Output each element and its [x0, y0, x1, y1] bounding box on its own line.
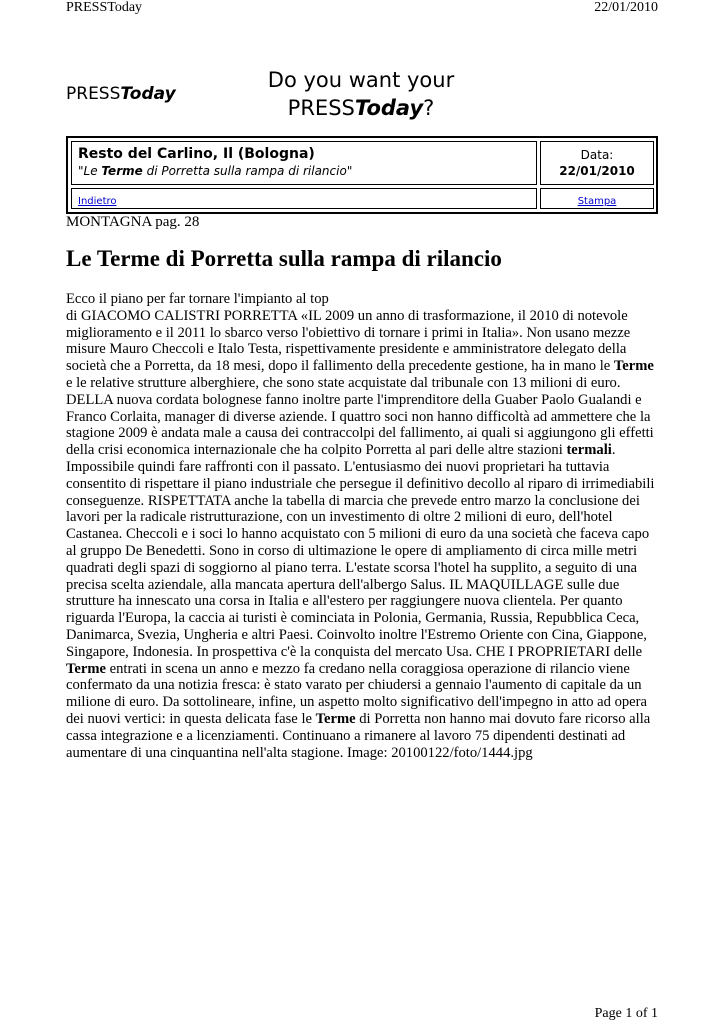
source-article-title: "Le Terme di Porretta sulla rampa di rilancio"	[78, 164, 353, 178]
promo-line1: Do you want your	[267, 68, 455, 92]
print-link[interactable]: Stampa	[577, 196, 617, 207]
presstoday-logo: PRESSToday	[66, 84, 176, 104]
header-date: 22/01/2010	[594, 0, 658, 15]
promo-banner[interactable]	[230, 66, 492, 122]
page-number: Page 1 of 1	[594, 1006, 658, 1021]
article-text: di GIACOMO CALISTRI PORRETTA «IL 2009 un anno di trasformazione, il 2010 di notevole miglioramento e il 2011 lo sbarco verso l'obiettivo di tornare i primi in Italia». Non usano mezze misure Mauro Checcoli e Italo Testa, rispettivamente presidente e amministratore delegato della società che a Porretta, da 18 mesi, dopo il fallimento della precedente gestione, ha in mano le Terme e le relative strutture alberghiere, che sono state acquistate dal tribunale con 13 milioni di euro. DELLA nuova cordata bolognese fanno inoltre parte l'imprenditore della Guaber Paolo Gualandi e Franco Corlaita, manager di diverse aziende. I quattro soci non hanno difficoltà ad ammettere che la stagione 2009 è andata male a causa dei contraccolpi del fallimento, ai quali si aggiungono gli effetti della crisi economica internazionale che ha colpito Porretta al pari delle altre stazioni termali. Impossibile quindi fare raffronti con il passato. L'entusiasmo dei nuovi proprietari ha tuttavia consentito di rispettare il piano industriale che persegue il definitivo decollo al riparo di irrimediabili conseguenze. RISPETTATA anche la tabella di marcia che prevede entro marzo la conclusione dei lavori per la radicale ristrutturazione, con un investimento di oltre 2 milioni di euro, dell'hotel Castanea. Checcoli e i soci lo hanno acquistato con 5 milioni di euro da una società che faceva capo al gruppo De Benedetti. Sono in corso di ultimazione le opere di ampliamento di circa mille metri quadrati degli spazi di soggiorno al piano terra. L'estate scorsa l'hotel ha supplito, a seguito di una precisa scelta aziendale, alla mancata apertura dell'albergo Salus. IL MAQUILLAGE sulle due strutture ha innescato una corsa in Italia e all'estero per raggiungere nuova clientela. Per quanto riguarda l'Europa, la caccia ai turisti è cominciata in Polonia, Germania, Russia, Repubblica Ceca, Danimarca, Svezia, Ungheria e altri Paesi. Coinvolto inoltre l'Estremo Oriente con Cina, Giappone, Singapore, Indonesia. In prospettiva c'è la conquista del mercato Usa. CHE I PROPRIETARI delle Terme entrati in scena un anno e mezzo fa credano nella coraggiosa operazione di rilancio viene confermato da una notizia fresca: è stato varato per chiudersi a gennaio l'aumento di capitale da un milione di euro. Da sottolineare, infine, un aspetto molto significativo dell'impegno in atto ad opera dei nuovi vertici: in questa delicata fase le Terme di Porretta non hanno mai dovuto fare ricorso alla cassa integrazione e a licenziamenti. Continuano a rimanere al lavoro 75 dipendenti destinati ad aumentare di una cinquantina nell'alta stagione. Image: 20100122/foto/1444.jpg	[66, 307, 655, 761]
source-info-box	[66, 136, 658, 214]
source-name: Resto del Carlino, Il (Bologna)	[78, 146, 315, 162]
print-cell	[540, 188, 654, 209]
article-title: Le Terme di Porretta sulla rampa di rilancio	[66, 246, 502, 271]
back-link[interactable]: Indietro	[78, 196, 117, 207]
date-label: Data:	[580, 148, 614, 162]
back-cell	[71, 188, 537, 209]
date-cell	[540, 141, 654, 185]
article-body	[66, 291, 662, 761]
article-subtitle: Ecco il piano per far tornare l'impianto al top	[66, 291, 329, 307]
date-value: 22/01/2010	[559, 164, 635, 178]
promo-line2: PRESSToday?	[287, 96, 435, 120]
header-publication: PRESSToday	[66, 0, 143, 15]
section-label: MONTAGNA pag. 28	[66, 214, 200, 230]
source-cell	[71, 141, 537, 185]
